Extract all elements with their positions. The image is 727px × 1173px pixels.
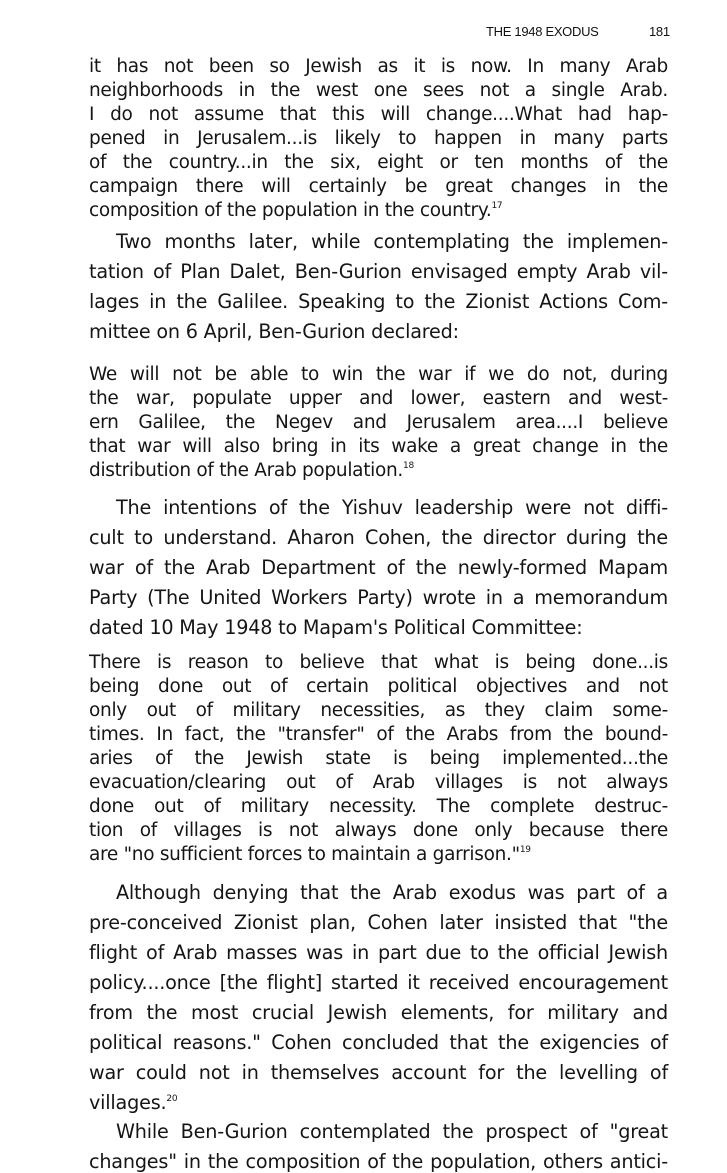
quote-line: aries of the Jewish state is being implemented...the (89, 748, 668, 769)
footnote-ref-20[interactable]: 20 (166, 1094, 178, 1104)
paragraph-line: tation of Plan Dalet, Ben-Gurion envisaged empty Arab vil- (89, 260, 668, 283)
quote-line: tion of villages is not always done only because there (89, 820, 668, 841)
paragraph-line: from the most crucial Jewish elements, for military and (89, 1001, 668, 1024)
quote-line: campaign there will certainly be great changes in the (89, 176, 668, 197)
paragraph-line: war could not in themselves account for the levelling of (89, 1061, 668, 1084)
quote-line: that war will also bring in its wake a great change in the (89, 436, 668, 457)
paragraph-line: Party (The United Workers Party) wrote in a memorandum (89, 586, 668, 609)
paragraph-line: political reasons." Cohen concluded that the exigencies of (89, 1031, 668, 1054)
running-title: THE 1948 EXODUS (486, 24, 599, 39)
paragraph-line: changes" in the composition of the population, others antici- (89, 1150, 668, 1173)
page-number: 181 (649, 24, 670, 39)
paragraph-line: flight of Arab masses was in part due to the official Jewish (89, 941, 668, 964)
quote-line: evacuation/clearing out of Arab villages is not always (89, 772, 668, 793)
footnote-ref-18[interactable]: 18 (403, 461, 414, 471)
quote-line: being done out of certain political objectives and not (89, 676, 668, 697)
quote-line: of the country...in the six, eight or ten months of the (89, 152, 668, 173)
paragraph-line: war of the Arab Department of the newly-formed Mapam (89, 556, 668, 579)
footnote-ref-19[interactable]: 19 (519, 845, 531, 855)
quote-line: There is reason to believe that what is being done...is (89, 652, 668, 673)
quote-line: only out of military necessities, as they claim some- (89, 700, 668, 721)
quote-line-last (89, 844, 668, 865)
paragraph-text: villages. (89, 1091, 167, 1114)
quote-line: times. In fact, the "transfer" of the Arabs from the bound- (89, 724, 668, 745)
paragraph-line: Although denying that the Arab exodus was part of a (116, 881, 668, 904)
quote-line: neighborhoods in the west one sees not a single Arab. (89, 80, 668, 101)
quote-line: done out of military necessity. The complete destruc- (89, 796, 668, 817)
quote-text: composition of the population in the country. (89, 200, 492, 221)
footnote-ref-17[interactable]: 17 (491, 201, 503, 211)
quote-line: the war, populate upper and lower, eastern and west- (89, 388, 668, 409)
quote-line: We will not be able to win the war if we do not, during (89, 364, 668, 385)
quote-line: I do not assume that this will change....What had hap- (89, 104, 668, 125)
paragraph-line: cult to understand. Aharon Cohen, the director during the (89, 526, 668, 549)
quote-text: are "no sufficient forces to maintain a garrison." (89, 844, 520, 865)
quote-line-last (89, 460, 668, 481)
paragraph-line: mittee on 6 April, Ben-Gurion declared: (89, 320, 459, 343)
quote-line: ern Galilee, the Negev and Jerusalem area....I believe (89, 412, 668, 433)
paragraph-line: dated 10 May 1948 to Mapam's Political Committee: (89, 616, 583, 639)
quote-line: pened in Jerusalem...is likely to happen in many parts (89, 128, 668, 149)
paragraph-line-last (89, 1091, 668, 1114)
paragraph-line: pre-conceived Zionist plan, Cohen later insisted that "the (89, 911, 668, 934)
quote-text: distribution of the Arab population. (89, 460, 404, 481)
paragraph-line: Two months later, while contemplating the implemen- (116, 230, 668, 253)
paragraph-line: The intentions of the Yishuv leadership were not diffi- (116, 496, 668, 519)
quote-line: it has not been so Jewish as it is now. In many Arab (89, 56, 668, 77)
quote-line-last (89, 200, 668, 221)
paragraph-line: While Ben-Gurion contemplated the prospect of "great (116, 1120, 668, 1143)
paragraph-line: lages in the Galilee. Speaking to the Zionist Actions Com- (89, 290, 668, 313)
paragraph-line: policy....once [the flight] started it received encouragement (89, 971, 668, 994)
